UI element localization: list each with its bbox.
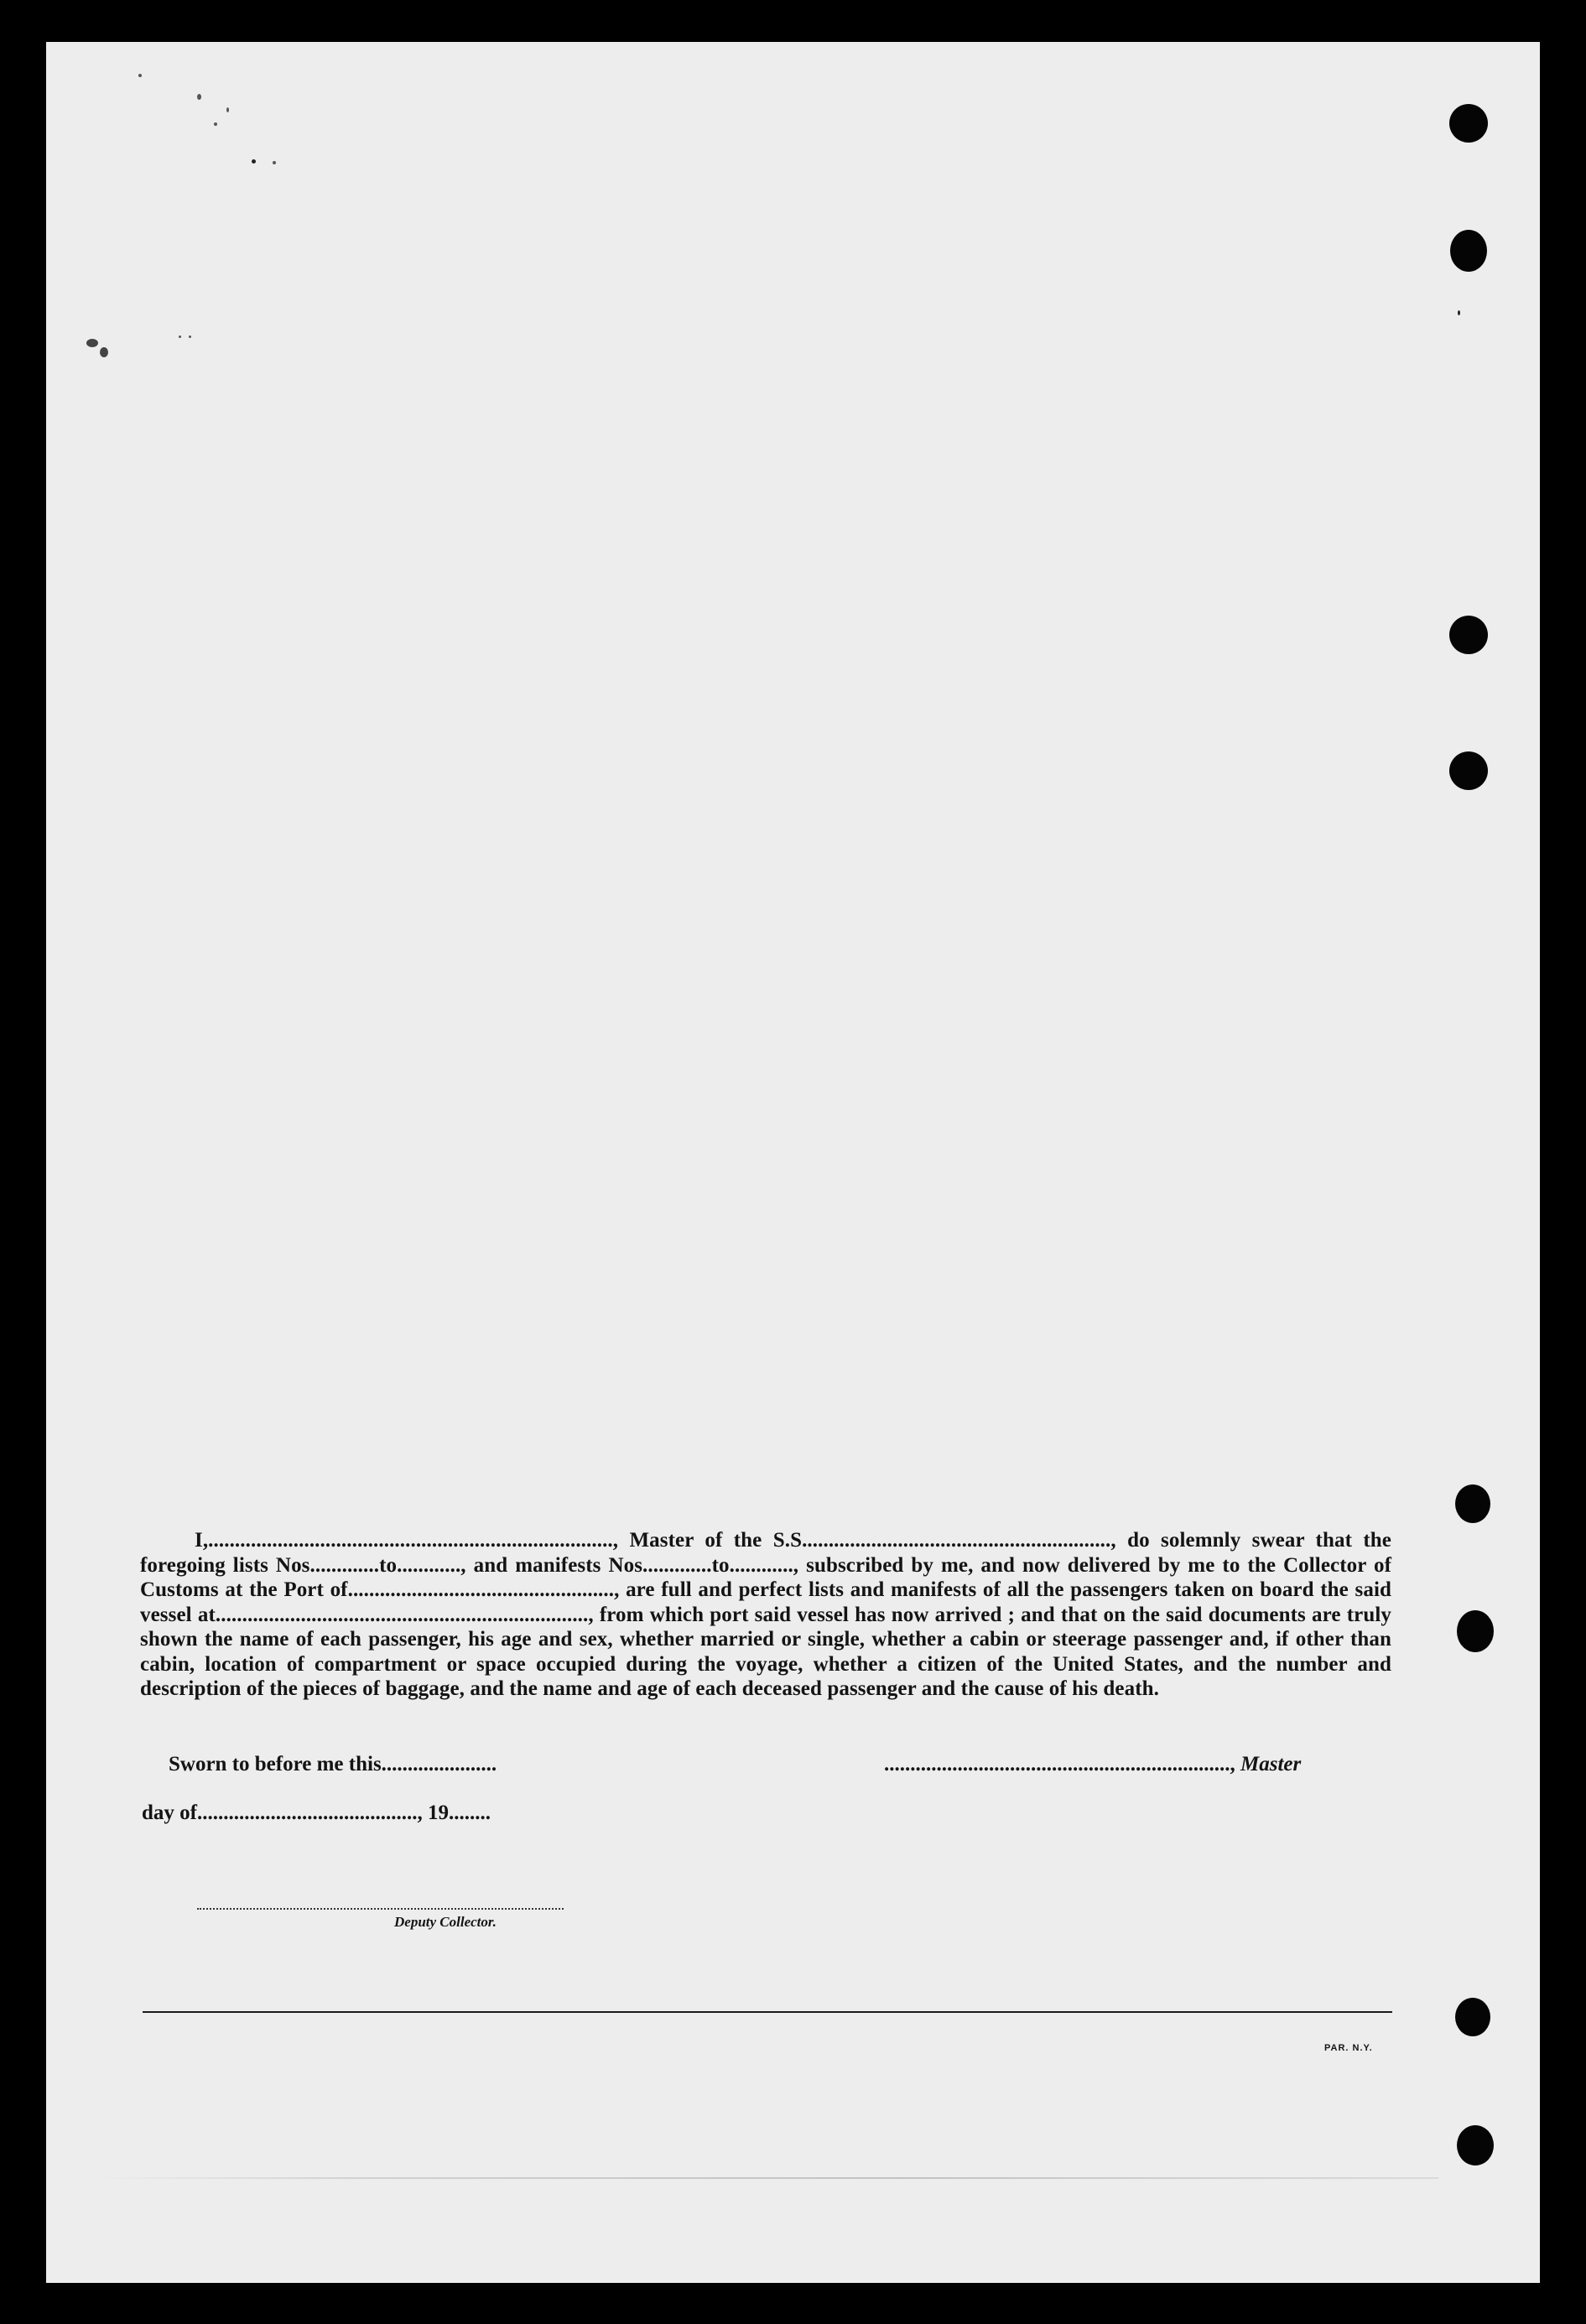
scan-speck [138, 74, 142, 77]
scan-smudge [96, 2177, 1438, 2179]
master-signature-line [884, 1753, 1301, 1776]
master-dots: .................................................................., [884, 1753, 1235, 1775]
scan-speck [273, 161, 276, 164]
footer-rule [143, 2011, 1392, 2013]
oath-text: I,............................................................................, Master of the S.S.........................................................., do solemnly swear that the foregoing lists Nos.............to............, and manifests Nos.............to............, subscribed by me, and now delivered by me to the Collector of Customs at the Port of.................................................., are full and perfect lists and manifests of all the passengers taken on board the said vessel at......................................................................, from which port said vessel has now arrived ; and that on the said documents are truly shown the name of each passenger, his age and sex, whether married or single, whether a cabin or steerage passenger and, if other than cabin, location of compartment or space occupied during the voyage, whether a citizen of the United States, and the number and description of the pieces of baggage, and the name and age of each deceased passenger and the cause of his death. [140, 1529, 1391, 1700]
scan-speck [1458, 310, 1460, 315]
scan-speck [214, 122, 217, 126]
deputy-signature-line [197, 1908, 564, 1910]
scan-speck [197, 94, 201, 100]
scan-speck [86, 339, 98, 347]
punch-hole [1455, 1998, 1490, 2036]
master-label: Master [1240, 1753, 1302, 1775]
scan-speck [252, 159, 256, 164]
scan-speck [226, 107, 229, 112]
punch-hole [1449, 616, 1488, 654]
scan-speck [100, 347, 108, 357]
punch-hole [1449, 104, 1488, 143]
master-oath [140, 1528, 1391, 1702]
punch-hole [1449, 751, 1488, 790]
sworn-text: Sworn to before me this...................... [169, 1753, 497, 1775]
punch-hole [1450, 230, 1487, 272]
scan-speck [179, 335, 181, 338]
scan-speck [189, 335, 191, 338]
day-text: day of.........................................., 19........ [142, 1801, 491, 1824]
sworn-line [169, 1753, 497, 1776]
deputy-collector-label: Deputy Collector. [394, 1914, 497, 1930]
day-line [142, 1801, 491, 1825]
manifest-page [46, 42, 1540, 2283]
punch-hole [1455, 1484, 1490, 1523]
printer-mark: PAR. N.Y. [1324, 2043, 1373, 2053]
punch-hole [1457, 2125, 1494, 2165]
punch-hole [1457, 1610, 1494, 1652]
